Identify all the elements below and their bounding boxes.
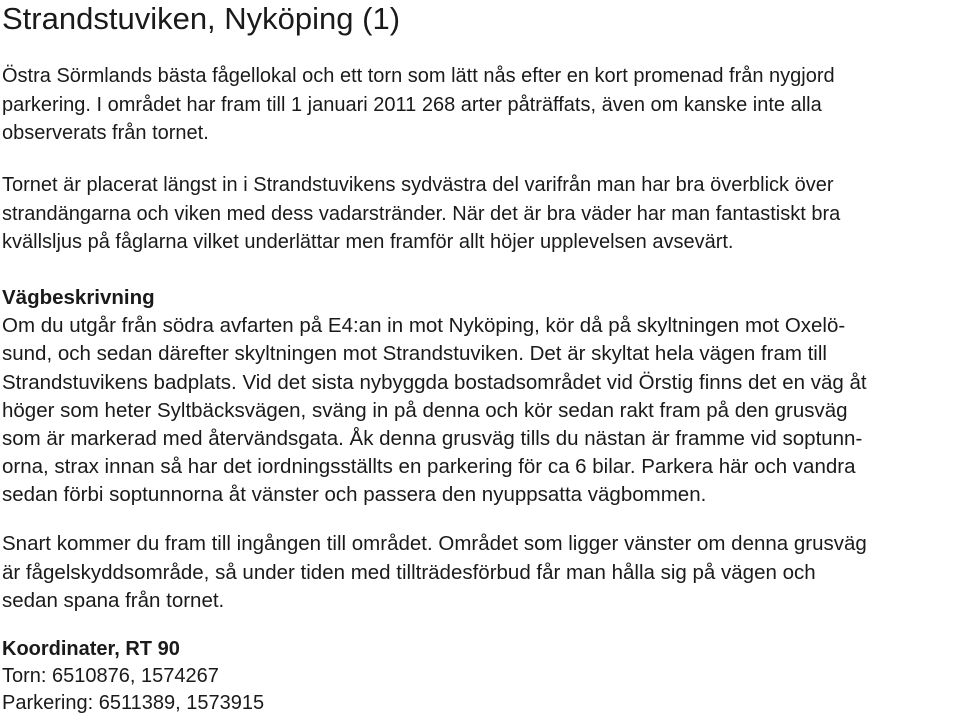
directions-section (2, 284, 958, 510)
coordinates-section (2, 636, 264, 717)
text-line: observerats från tornet. (2, 122, 209, 144)
parking-coordinates: Parkering: 6511389, 1573915 (2, 692, 265, 714)
text-line: Strandstuvikens badplats. Vid det sista nybyggda bostadsområdet vid Örstig finns det en väg åt (2, 370, 867, 394)
directions-heading: Vägbeskrivning (2, 286, 155, 309)
intro-section (2, 62, 958, 253)
page-title: Strandstuviken, Nyköping (1) (2, 1, 401, 36)
text-line: sedan spana från tornet. (2, 589, 225, 612)
coordinates-heading: Koordinater, RT 90 (2, 638, 180, 660)
text-line: Om du utgår från södra avfarten på E4:an in mot Nyköping, kör då på skyltningen mot Oxelö- (2, 314, 846, 338)
text-line: orna, strax innan så har det iordningsställts en parkering för ca 6 bilar. Parkera här och vandra (2, 455, 856, 479)
intro-paragraph-1 (2, 62, 958, 148)
text-line: parkering. I området har fram till 1 januari 2011 268 arter påträffats, även om kanske inte alla (2, 93, 822, 116)
text-line: sund, och sedan därefter skyltningen mot Strandstuviken. Det är skyltat hela vägen fram till (2, 342, 827, 366)
text-line: Snart kommer du fram till ingången till området. Området som ligger vänster om denna grusväg (2, 532, 867, 555)
text-line: strandängarna och viken med dess vadarstränder. När det är bra väder har man fantastiskt bra (2, 202, 841, 225)
text-line: är fågelskyddsområde, så under tiden med tillträdesförbud får man hålla sig på vägen och (2, 560, 816, 584)
text-line: sedan förbi soptunnorna åt vänster och passera den nyuppsatta vägbommen. (2, 483, 707, 507)
text-line: som är markerad med återvändsgata. Åk denna grusväg tills du nästan är framme vid soptunn- (2, 427, 863, 451)
text-line: kvällsljus på fåglarna vilket underlättar men framför allt höjer upplevelsen avsevärt. (2, 231, 734, 253)
text-line: Östra Sörmlands bästa fågellokal och ett torn som lätt nås efter en kort promenad från nygjord (2, 65, 835, 87)
tower-coordinates: Torn: 6510876, 1574267 (2, 665, 219, 687)
text-line: höger som heter Syltbäcksvägen, sväng in på denna och kör sedan rakt fram på den grusväg (2, 398, 848, 422)
intro-paragraph-2 (2, 171, 840, 257)
arrival-paragraph (2, 530, 867, 616)
text-line: Tornet är placerat längst in i Strandstuvikens sydvästra del varifrån man har bra överblick över (2, 174, 834, 196)
